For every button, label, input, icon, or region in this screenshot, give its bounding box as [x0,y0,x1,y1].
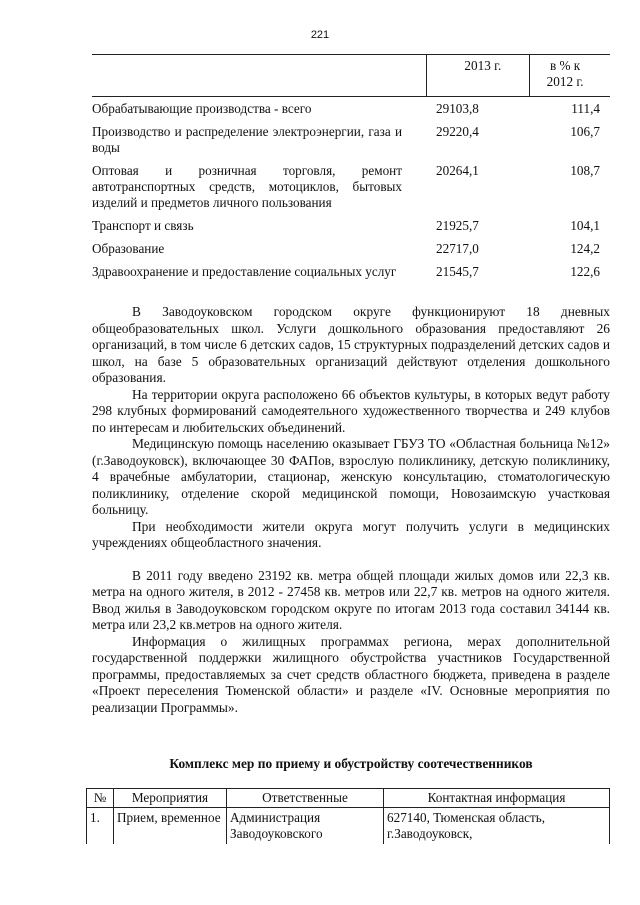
table-row [92,159,610,214]
row-percent: 111,4 [571,101,600,116]
statistics-table-header [92,55,610,97]
paragraph-medical-regional: При необходимости жители округа могут получить услуги в медицинских учреждениях общеобластного значения. [92,518,610,550]
table-row [92,237,610,260]
paragraph-medical: Медицинскую помощь населению оказывает ГБУЗ ТО «Областная больница №12» (г.Заводоуковск), включающее 30 ФАПов, взрослую поликлинику, детскую поликлинику, 4 врачебные амбулатории, стационар, женскую консультацию, стоматологическую поликлинику, отделение скорой медицинской помощи, Новозаимскую участковая больницу. [92,436,610,517]
row-name: Обрабатывающие производства - всего [92,101,312,116]
row-action: Прием, временное [114,808,227,845]
header-actions: Мероприятия [114,789,227,808]
page-number: 221 [310,29,330,41]
row-value: 22717,0 [436,241,479,256]
row-value: 29220,4 [436,124,479,139]
body-text [92,304,610,716]
paragraph-culture: На территории округа расположено 66 объектов культуры, в которых ведут работу 298 клубных формирований самодеятельного художественного творчества и 249 клубов по интересам и любительских объединений. [92,386,610,435]
row-value: 20264,1 [436,163,479,178]
table-row [87,808,610,845]
measures-table [86,788,610,844]
header-number: № [87,789,114,808]
row-responsible: Администрация Заводоуковского [227,808,384,845]
header-percent [530,55,610,97]
row-number: 1. [87,808,114,845]
row-value: 21545,7 [436,264,479,279]
row-name: Транспорт и связь [92,218,194,233]
header-year: 2013 г. [426,55,530,97]
table-row [92,214,610,237]
row-name: Производство и распределение электроэнергии, газа и воды [92,124,402,155]
statistics-table [92,54,610,283]
table-row [92,260,610,283]
row-percent: 124,2 [570,241,600,256]
row-value: 21925,7 [436,218,479,233]
row-contact: 627140, Тюменская область, г.Заводоуковск, [384,808,610,845]
row-percent: 122,6 [570,264,600,279]
paragraph-education: В Заводоуковском городском округе функционируют 18 дневных общеобразовательных школ. Услуги дошкольного образования предоставляют 26 организаций, в том числе 6 детских садов, 15 структурных подразделений детских садов и школ, на базе 5 образовательных организаций действуют отделения дошкольного образования. [92,304,610,385]
header-percent-line1: в % к [549,58,581,73]
section-title: Комплекс мер по приему и обустройству соотечественников [169,756,533,771]
row-percent: 106,7 [570,124,600,139]
row-name: Здравоохранение и предоставление социальных услуг [92,264,397,279]
measures-table-header [87,789,610,808]
paragraph-housing-programs: Информация о жилищных программах региона, мерах дополнительной государственной поддержки жилищного обустройства участников Государственной программы, предоставляемых за счет средств областного бюджета, приведена в разделе «Проект переселения Тюменской области» и разделе «IV. Основные мероприятия по реализации Программы». [92,633,610,715]
table-row [92,120,610,159]
row-percent: 108,7 [570,163,600,178]
header-responsible: Ответственные [227,789,384,808]
row-name: Образование [92,241,165,256]
paragraph-housing: В 2011 году введено 23192 кв. метра общей площади жилых домов или 22,3 кв. метра на одного жителя, в 2012 - 27458 кв. метров или 22,7 кв. метров на одного жителя. Ввод жилья в Заводоуковском городском округе по итогам 2013 года составил 34144 кв. метра или 23,2 кв.метров на одного жителя. [92,567,610,632]
header-percent-line2: 2012 г. [546,74,584,89]
row-percent: 104,1 [570,218,600,233]
header-contact: Контактная информация [384,789,610,808]
row-name: Оптовая и розничная торговля, ремонт автотранспортных средств, мотоциклов, бытовых изделий и предметов личного пользования [92,163,402,210]
row-value: 29103,8 [436,101,479,116]
header-empty-cell [92,55,426,97]
table-row [92,97,610,121]
